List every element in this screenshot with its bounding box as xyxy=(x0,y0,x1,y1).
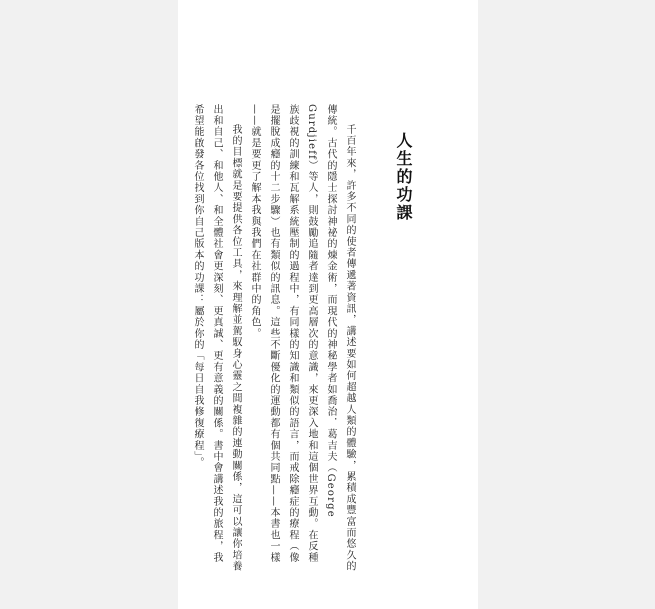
paragraph-1: 千百年來，許多不同的使者傳遞著資訊，講述要如何超越人類的體驗，累積成豐富而悠久的傳統。古代的隱士探討神祕的煉金術，而現代的神秘學者如喬治．葛吉夫（George Gurdjieff）等人，則鼓勵追隨者達到更高層次的意識，來更深入地和這個世界互動。在反種族歧視的訓練和瓦解系統壓制的過程中，有同樣的知識和類似的語言，而戒除癮症的療程（像是擺脫成癮的十二步驟）也有類似的訊息。這些不斷優化的運動都有個共同點——本書也一樣——就是要更了解本我與我們在社群中的角色。 xyxy=(249,104,355,572)
paragraph-2: 我的目標就是要提供各位工具，來理解並駕馭身心靈之間複雜的連動關係，這可以讓你培養出和自己、和他人、和全體社會更深刻、更真誠、更有意義的關係。書中會講述我的旅程，我希望能啟發各位找到你自己版本的功課：屬於你的「每日自我修復療程」。 xyxy=(192,104,241,572)
body-text xyxy=(188,104,359,574)
chapter-title: 人生的功課 xyxy=(394,132,413,222)
